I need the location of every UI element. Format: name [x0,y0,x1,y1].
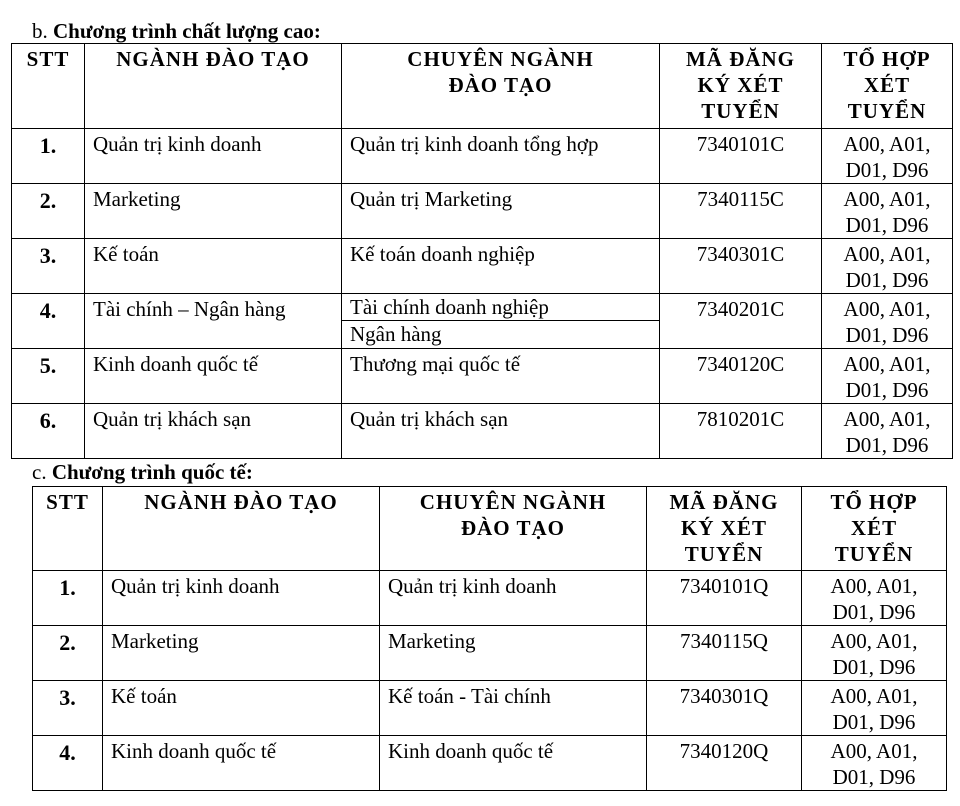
section-b-heading [32,21,321,42]
table-row [33,681,947,736]
row-stt: 2. [12,184,85,239]
row-admission-code: 7340101Q [647,571,802,626]
specialization-part: Ngân hàng [342,320,659,347]
table-row [33,571,947,626]
row-admission-code: 7340201C [660,294,822,349]
row-major: Quản trị kinh doanh [85,129,342,184]
row-specialization: Kế toán doanh nghiệp [342,239,660,294]
table-row [33,626,947,681]
section-b-prefix: b. [32,19,48,43]
row-stt: 3. [12,239,85,294]
row-specialization: Thương mại quốc tế [342,349,660,404]
row-specialization: Quản trị Marketing [342,184,660,239]
row-admission-code: 7340120Q [647,736,802,791]
header-admission-code: MÃ ĐĂNG KÝ XÉT TUYỂN [647,487,802,571]
table-row [12,239,953,294]
row-stt: 2. [33,626,103,681]
row-specialization: Quản trị kinh doanh [380,571,647,626]
row-subject-combination: A00, A01, D01, D96 [822,239,953,294]
row-stt: 5. [12,349,85,404]
row-subject-combination: A00, A01, D01, D96 [802,681,947,736]
row-major: Kinh doanh quốc tế [103,736,380,791]
row-stt: 1. [33,571,103,626]
row-major: Marketing [85,184,342,239]
table-row [33,736,947,791]
row-stt: 3. [33,681,103,736]
table-high-quality-program [11,43,953,459]
table-row [12,349,953,404]
row-subject-combination: A00, A01, D01, D96 [822,184,953,239]
row-subject-combination: A00, A01, D01, D96 [802,626,947,681]
table-header-row [33,487,947,571]
table-row [12,294,953,349]
row-specialization: Kinh doanh quốc tế [380,736,647,791]
header-admission-code: MÃ ĐĂNG KÝ XÉT TUYỂN [660,44,822,129]
row-stt: 6. [12,404,85,459]
row-specialization: Quản trị khách sạn [342,404,660,459]
header-subject-combination: TỔ HỢP XÉT TUYỂN [802,487,947,571]
row-stt: 4. [12,294,85,349]
row-major: Marketing [103,626,380,681]
row-major: Quản trị kinh doanh [103,571,380,626]
row-subject-combination: A00, A01, D01, D96 [822,404,953,459]
row-specialization: Marketing [380,626,647,681]
row-specialization: Kế toán - Tài chính [380,681,647,736]
header-subject-combination: TỔ HỢP XÉT TUYỂN [822,44,953,129]
row-admission-code: 7340115Q [647,626,802,681]
row-subject-combination: A00, A01, D01, D96 [802,571,947,626]
section-c-prefix: c. [32,460,47,484]
specialization-part: Tài chính doanh nghiệp [350,295,549,319]
section-b-title: Chương trình chất lượng cao: [53,19,321,43]
row-specialization [342,294,660,349]
section-c-heading [32,462,253,483]
row-subject-combination: A00, A01, D01, D96 [822,129,953,184]
row-admission-code: 7340101C [660,129,822,184]
section-c-title: Chương trình quốc tế: [51,460,253,484]
row-major: Kinh doanh quốc tế [85,349,342,404]
table-row [12,129,953,184]
table-international-program [32,486,947,791]
row-subject-combination: A00, A01, D01, D96 [802,736,947,791]
row-subject-combination: A00, A01, D01, D96 [822,349,953,404]
table-row [12,184,953,239]
header-major: NGÀNH ĐÀO TẠO [103,487,380,571]
row-major: Kế toán [85,239,342,294]
row-admission-code: 7340115C [660,184,822,239]
header-specialization: CHUYÊN NGÀNH ĐÀO TẠO [380,487,647,571]
table-row [12,404,953,459]
row-major: Tài chính – Ngân hàng [85,294,342,349]
row-specialization: Quản trị kinh doanh tổng hợp [342,129,660,184]
row-admission-code: 7340120C [660,349,822,404]
table-header-row [12,44,953,129]
row-major: Quản trị khách sạn [85,404,342,459]
row-major: Kế toán [103,681,380,736]
header-specialization: CHUYÊN NGÀNH ĐÀO TẠO [342,44,660,129]
header-stt: STT [33,487,103,571]
row-stt: 4. [33,736,103,791]
header-stt: STT [12,44,85,129]
row-admission-code: 7810201C [660,404,822,459]
row-stt: 1. [12,129,85,184]
header-major: NGÀNH ĐÀO TẠO [85,44,342,129]
row-subject-combination: A00, A01, D01, D96 [822,294,953,349]
row-admission-code: 7340301Q [647,681,802,736]
row-admission-code: 7340301C [660,239,822,294]
